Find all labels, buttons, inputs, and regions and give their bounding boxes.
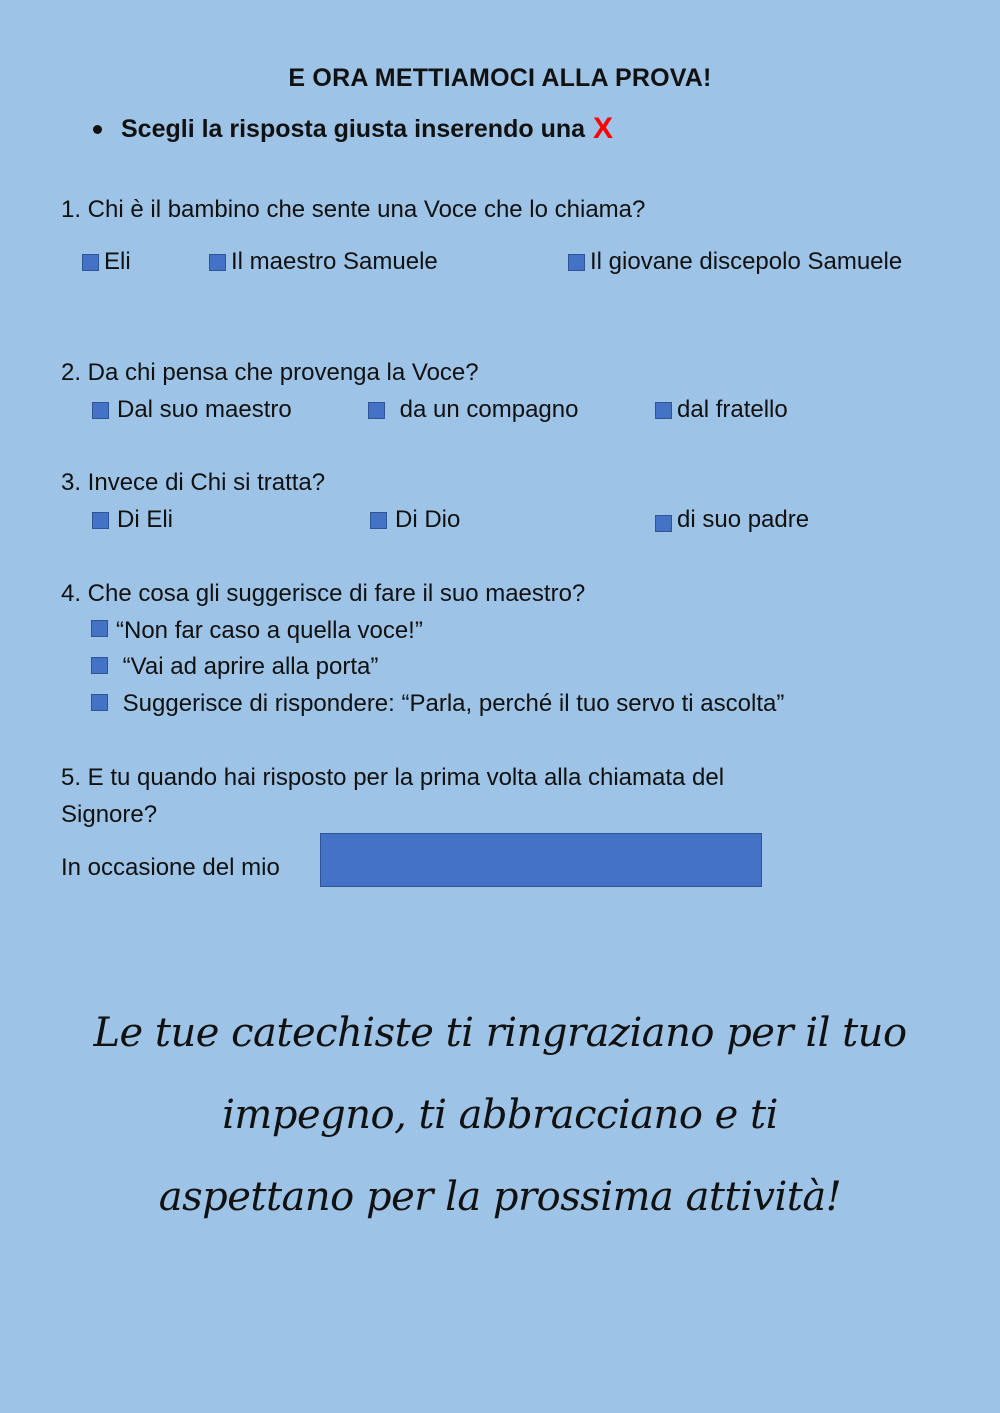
checkbox-icon[interactable]: [92, 402, 109, 419]
page-title: E ORA METTIAMOCI ALLA PROVA!: [288, 64, 712, 92]
q4-option-2[interactable]: [91, 653, 378, 681]
question-4: 4. Che cosa gli suggerisce di fare il suo maestro?: [61, 580, 586, 607]
answer-field[interactable]: [320, 833, 762, 887]
closing-line-2: impegno, ti abbracciano e ti: [222, 1092, 778, 1138]
q2-option-3[interactable]: [655, 396, 788, 424]
q3-option-3-label: di suo padre: [677, 506, 810, 533]
q4-option-3-label: Suggerisce di rispondere: “Parla, perché il tuo servo ti ascolta”: [116, 690, 785, 717]
question-3: 3. Invece di Chi si tratta?: [61, 469, 326, 496]
closing-line-1: Le tue catechiste ti ringraziano per il tuo: [93, 1010, 907, 1056]
checkbox-icon[interactable]: [91, 694, 108, 711]
q3-option-3[interactable]: [655, 506, 809, 534]
checkbox-icon[interactable]: [91, 657, 108, 674]
q3-option-1[interactable]: [92, 506, 173, 534]
instruction-text: Scegli la risposta giusta inserendo una: [121, 114, 586, 143]
q3-option-2-label: Di Dio: [395, 506, 461, 533]
q1-option-3-label: Il giovane discepolo Samuele: [590, 248, 903, 275]
checkbox-icon[interactable]: [655, 402, 672, 419]
checkbox-icon[interactable]: [655, 515, 672, 532]
q2-option-2-label: da un compagno: [393, 396, 579, 423]
q1-option-2[interactable]: [209, 248, 438, 276]
q4-option-2-label: “Vai ad aprire alla porta”: [116, 653, 379, 680]
q1-option-3[interactable]: [568, 248, 902, 276]
checkbox-icon[interactable]: [568, 254, 585, 271]
question-2: 2. Da chi pensa che provenga la Voce?: [61, 359, 479, 386]
q4-option-3[interactable]: [91, 690, 784, 718]
checkbox-icon[interactable]: [82, 254, 99, 271]
checkbox-icon[interactable]: [209, 254, 226, 271]
q4-option-1[interactable]: [91, 617, 423, 645]
question-1: 1. Chi è il bambino che sente una Voce che lo chiama?: [61, 196, 646, 223]
q2-option-1-label: Dal suo maestro: [117, 396, 292, 423]
checkbox-icon[interactable]: [368, 402, 385, 419]
x-mark: X: [593, 112, 614, 145]
question-5-line-2: Signore?: [61, 801, 158, 828]
instruction: [93, 114, 613, 144]
checkbox-icon[interactable]: [92, 512, 109, 529]
q1-option-1[interactable]: [82, 248, 131, 276]
question-5: 5. E tu quando hai risposto per la prima volta alla chiamata del: [61, 764, 725, 791]
closing-line-3: aspettano per la prossima attività!: [158, 1174, 842, 1220]
bullet-icon: [93, 125, 102, 134]
q2-option-1[interactable]: [92, 396, 292, 424]
q2-option-3-label: dal fratello: [677, 396, 788, 423]
answer-prompt: In occasione del mio: [61, 854, 280, 881]
checkbox-icon[interactable]: [91, 620, 108, 637]
q4-option-1-label: “Non far caso a quella voce!”: [116, 617, 423, 644]
q3-option-2[interactable]: [370, 506, 460, 534]
q2-option-2[interactable]: [368, 396, 578, 424]
checkbox-icon[interactable]: [370, 512, 387, 529]
q1-option-1-label: Eli: [104, 248, 131, 275]
q1-option-2-label: Il maestro Samuele: [231, 248, 438, 275]
q3-option-1-label: Di Eli: [117, 506, 174, 533]
